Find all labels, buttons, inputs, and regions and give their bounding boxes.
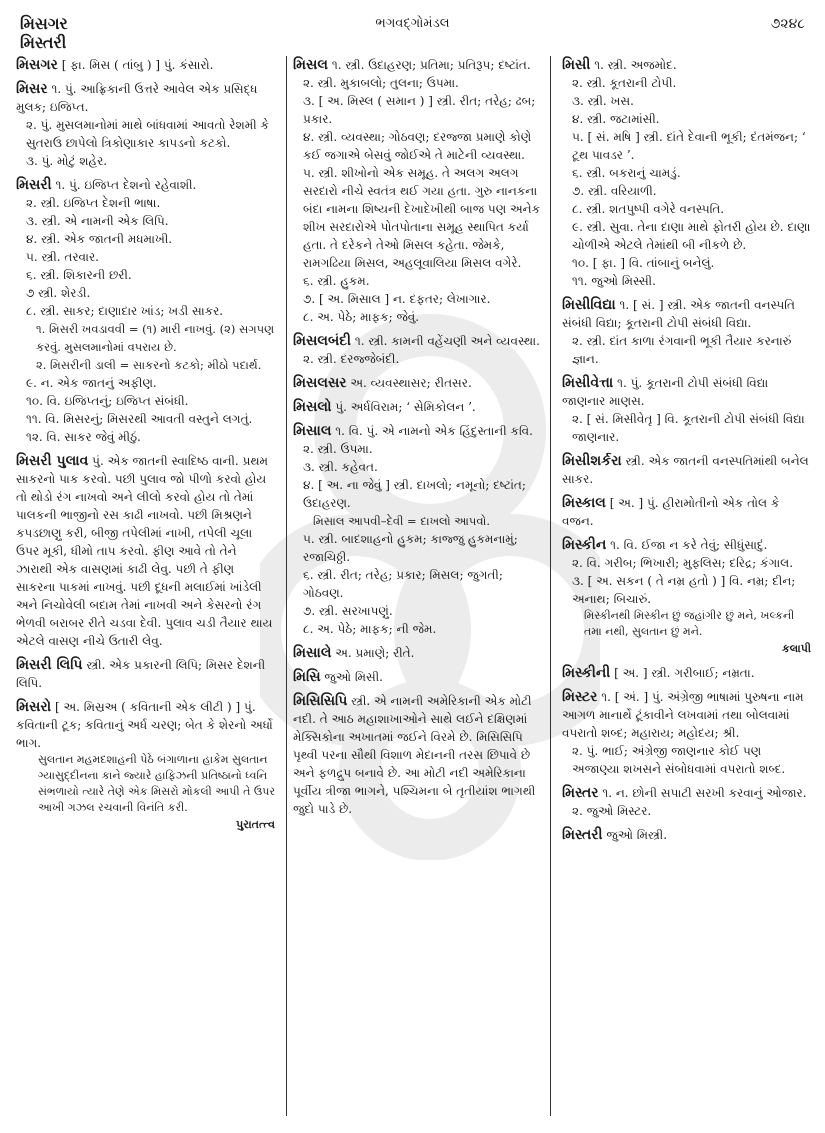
- entry-first-line: [16, 656, 275, 692]
- headword: મિસરી પુલાવ: [16, 453, 89, 469]
- dictionary-entry: [562, 296, 811, 368]
- definition: ૧. સ્ત્રી. ઉદાહરણ; પ્રતિમા; પ્રતિરૂપ; દષ્ટાંત.: [331, 58, 531, 72]
- definition: જુઓ મિસી.: [324, 670, 383, 684]
- definition: ૨. જુઓ મિસ્ટર.: [572, 804, 652, 818]
- definition: ૧. સ્ત્રી. અજમોદ.: [594, 58, 677, 72]
- headword: મિસલ: [293, 57, 328, 73]
- definition: [ અ. મિસ્રઅ ( કવિતાની એક લીટી ) ] પું. કવિતાની ટૂક; કવિતાનું અર્ધ ચરણ; બેત કે શેરનો અર્ધો ભાગ.: [16, 700, 273, 750]
- definition: ૨. પું. મુસલમાનોમાં માથે બાંધવામાં આવતો રેશમી કે સુતરાઉ છાપેલો ત્રિકોણાકાર કાપડનો કટકો.: [26, 118, 269, 150]
- definition: ૨. સ્ત્રી. ઇજિપ્ત દેશની ભાષા.: [26, 196, 161, 210]
- headword: મિસ્તર: [562, 785, 599, 801]
- entry-first-line: [562, 784, 811, 802]
- definition: ૧૦. વિ. ઇજિપ્તનું; ઇજિપ્ત સંબંધી.: [26, 394, 189, 408]
- definition: સ્ત્રી. એ નામની અમેરિકાની એક મોટી નદી. તે આઠ મહાશાખાઓને સાથે લઈને દક્ષિણમાં મેક્સિકોના અખાતમાં જઈને વિરમે છે. મિસિસિપિ પૃથ્વી પરના સૌથી વિશાળ મેદાનની તરસ છિપાવે છે અને ફળદ્રુપ બનાવે છે. આ મોટી નદી અમેરિકાના પૂર્વીય ત્રીજા ભાગને, પશ્ચિમના બે તૃતીયાંશ ભાગથી જુદો પાડે છે.: [293, 694, 536, 816]
- definition: ૧. સ્ત્રી. કામની વહેંચણી અને વ્યવસ્થા.: [354, 334, 540, 348]
- definition: અ. વ્યવસ્થાસર; રીતસર.: [350, 376, 472, 390]
- definition: ૯. ન. એક જાતનું અફીણ.: [26, 376, 157, 390]
- definition: ૫. સ્ત્રી. તરવાર.: [26, 250, 99, 264]
- definition: ૧. વિ. ઈજા ન કરે તેવું; સીધુંસાદું.: [610, 538, 768, 552]
- definition: ૬. સ્ત્રી. રીત; તરેહ; પ્રકાર; મિસલ; જુગતી; ગોઠવણ.: [303, 568, 503, 600]
- entry-first-line: [562, 56, 811, 74]
- definition: ૭. સ્ત્રી. વરિયાળી.: [572, 184, 657, 198]
- citation-quote: સુલતાન મહમદશાહની પેઠે બંગાળાના હાકેમ સુલતાન ગ્યાસુદ્દીનના કાને જ્યારે હાફિઝની પ્રતિષ્ઠાનો ધ્વનિ સંભળાયો ત્યારે તેણે એક મિસરો મોકલી આપી તે ઉપર આખી ગઝલ રચવાની વિનંતિ કરી.: [38, 753, 276, 814]
- definition: ૮. સ્ત્રી. સાકર; દાણાદાર ખાંડ; ખડી સાકર.: [26, 304, 224, 318]
- dictionary-entry: [293, 422, 544, 638]
- definition: ૩. સ્ત્રી. એ નામની એક લિપિ.: [26, 214, 169, 228]
- definition: ૫. સ્ત્રી. શીખોનો એક સમૂહ. તે અલગ અલગ સરદારો નીચે સ્વતંત્ર થઈ ગયા હતા. ગુરુ નાનકના બંદા નામના શિષ્યની દેખાદેખીથી બાજ પણ અનેક શીખ સરદારોએ પોતપોતાના સમૂહ સ્થાપિત કર્યા હતા. તે દરેકને તેઓ મિસલ કહેતા. જેમકે, રામગઢિયા મિસલ, અહલૂવાલિયા મિસલ વગેરે.: [303, 166, 541, 270]
- dictionary-entry: [293, 332, 544, 368]
- definition: સ્ત્રી. એક પ્રકારની લિપિ; મિસર દેશની લિપિ.: [16, 658, 266, 690]
- guide-word-first: મિસગર: [20, 14, 68, 33]
- definition: ૧. [ અં. ] પું. અંગ્રેજી ભાષામાં પુરુષના નામ આગળ માનાર્થે ટૂંકાવીને લખવામાં તથા બોલવામાં વપરાતો શબ્દ; મહારાય; મહોદય; શ્રી.: [562, 690, 804, 740]
- definition: પું. અર્ધવિરામ; ‘ સેમિકોલન ’.: [335, 400, 476, 414]
- definition: ૬. સ્ત્રી. હુકમ.: [303, 274, 370, 288]
- definition: ૪. સ્ત્રી. વ્યવસ્થા; ગોઠવણ; દરજ્જા પ્રમાણે કોણે કઈ જગાએ બેસવું જોઈએ તે માટેની વ્યવસ્થા.: [303, 130, 532, 162]
- entry-first-line: [562, 296, 811, 332]
- definition: ૧. પું. ઇજિપ્ત દેશનો રહેવાશી.: [55, 178, 197, 192]
- definition: ૩. સ્ત્રી. ખસ.: [572, 94, 634, 108]
- headword: મિસિ: [293, 669, 321, 685]
- definition: ૭. [ અ. મિસાલ ] ન. દફતર; લેખાગાર.: [303, 292, 491, 306]
- dictionary-entry: [562, 56, 811, 290]
- running-title: ભગવદ્ગોમંડલ: [375, 16, 450, 31]
- definition: [ ફા. મિસ ( તાંબુ ) ] પું. કંસારો.: [61, 58, 214, 72]
- page-number: ૭૨૪૮: [770, 16, 805, 32]
- guide-word-last: મિસ્તરી: [20, 33, 67, 52]
- headword: મિસી: [562, 57, 591, 73]
- entry-first-line: [293, 398, 544, 416]
- headword: મિસાલે: [293, 645, 332, 661]
- entry-first-line: [16, 80, 275, 116]
- dictionary-entry: [16, 80, 275, 170]
- dictionary-entry: [562, 826, 811, 844]
- definition: ૨. સ્ત્રી. દરજ્જેબંદી.: [303, 352, 400, 366]
- headword: મિસરી લિપિ: [16, 657, 83, 673]
- headword: મિસ્કીની: [562, 665, 611, 681]
- dictionary-entry: [16, 698, 275, 834]
- headword: મિસરો: [16, 699, 52, 715]
- definition: ૮. સ્ત્રી. શતપુષ્પી વગેરે વનસ્પતિ.: [572, 202, 725, 216]
- column-3: [556, 56, 811, 1116]
- definition: ૪. [ અ. ના જેવું ] સ્ત્રી. દાખલો; નમૂનો; દષ્ટાંત; ઉદાહરણ.: [303, 478, 526, 510]
- headword: મિસ્તરી: [562, 827, 603, 843]
- definition: ૭ સ્ત્રી. શેરડી.: [26, 286, 91, 300]
- definition: જુઓ મિસ્ત્રી.: [606, 828, 668, 842]
- headword: મિસ્ટર: [562, 689, 598, 705]
- entry-first-line: [562, 688, 811, 742]
- definition: અ. પ્રમાણે; રીતે.: [335, 646, 415, 660]
- entry-first-line: [293, 332, 544, 350]
- definition: ૪. સ્ત્રી. એક જાતની મધમાખી.: [26, 232, 173, 246]
- headword: મિસગર: [16, 57, 58, 73]
- headword: મિસલસર: [293, 375, 347, 391]
- definition: ૮. અ. પેઠે; માફક; જેવું.: [303, 310, 420, 324]
- entry-first-line: [562, 494, 811, 530]
- dictionary-entry: [293, 374, 544, 392]
- entry-first-line: [562, 536, 811, 554]
- definition: ૩. [ અ. સકન ( તે નમ્ર હતો ) ] વિ. નમ્ર; દીન; અનાથ; બિચારું.: [572, 574, 796, 606]
- entry-first-line: [16, 56, 275, 74]
- headword: મિસર: [16, 81, 48, 97]
- dictionary-entry: [293, 644, 544, 662]
- entry-first-line: [293, 692, 544, 818]
- definition: ૧૧. જુઓ મિસ્સી.: [572, 274, 656, 288]
- definition: ૫. સ્ત્રી. બાદશાહનો હુકમ; કાજ્જુ હુકમનામું; રજાચિઠ્ઠી.: [303, 532, 518, 564]
- entry-first-line: [293, 668, 544, 686]
- definition: પું. એક જાતની સ્વાદિષ્ઠ વાની. પ્રથમ સાકરનો પાક કરવો. પછી પુલાવ જો પીળો કરવો હોય તો થોડો રંગ નાખવો અને લીલો કરવો હોય તો તેમાં પાલકની ભાજીનો રસ કાઢી નાખવો. પછી મિશ્રણને કપડછાણુ કરી, બીજી તપેલીમાં નાખી, તપેલી ચૂલા ઉપર મૂકી, ધીમો તાપ કરવો. ફીણ આવે તો તેને ઝારાથી એક વાસણમાં કાઢી લેવુ. પછી તે ફીણ સાકરના પાકમાં નાખવું. પછી દૂધની મલાઈમાં ખાંડેલી અને નિચોવેલી બદામ તેમાં નાખવી અને કેસરનો રંગ ભેળવી બરાબર રીતે ચડવા દેવી. પુલાવ ચડી તૈયાર થાય એટલે વાસણ નીચે ઉતારી લેવુ.: [16, 454, 273, 648]
- definition: ૬. સ્ત્રી. બકરાનું ચામડું.: [572, 166, 681, 180]
- dictionary-entry: [293, 692, 544, 818]
- headword: મિસ્કીન: [562, 537, 607, 553]
- definition: ૩. [ અ. મિસ્લ ( સમાન ) ] સ્ત્રી. રીત; તરેહ; ઢબ; પ્રકાર.: [303, 94, 536, 126]
- idiom: ૨. મિસરીની ડાલી = સાકરનો કટકો; મીઠો પદાર્થ.: [36, 358, 262, 372]
- idiom: ૧. મિસરી ખવડાવવી = (૧) મારી નાખવું. (૨) સગપણ કરવું. મુસલમાનોમાં વપરાય છે.: [36, 322, 275, 354]
- dictionary-entry: [293, 668, 544, 686]
- entry-first-line: [16, 698, 275, 752]
- dictionary-entry: [16, 452, 275, 650]
- definition: ૭. સ્ત્રી. સરખાપણું.: [303, 604, 393, 618]
- definition: ૨. સ્ત્રી. દાંત કાળા રંગવાની ભૂકી તૈયાર કરનારું જ્ઞાન.: [572, 334, 792, 366]
- definition: [ અ. ] પું. હીરામોતીનો એક તોલ કે વજન.: [562, 496, 780, 528]
- headword: મિસલબંદી: [293, 333, 352, 349]
- dictionary-entry: [293, 398, 544, 416]
- dictionary-entry: [293, 56, 544, 326]
- entry-first-line: [562, 664, 811, 682]
- definition: ૧. ન. છોની સપાટી સરખી કરવાનું ઓજાર.: [602, 786, 807, 800]
- dictionary-entry: [16, 56, 275, 74]
- dictionary-entry: [562, 664, 811, 682]
- definition: ૫. [ સં. મષિ ] સ્ત્રી. દાંતે દેવાની ભૂકી; દંતમંજન; ‘ ટૂથ પાવડર ’.: [572, 130, 806, 162]
- definition: ૧. પું. કૂતરાની ટોપી સંબંધી વિદ્યા જાણનાર માણસ.: [562, 376, 769, 408]
- definition: ૨. સ્ત્રી. ઉપમા.: [303, 442, 373, 456]
- entry-first-line: [562, 826, 811, 844]
- dictionary-entry: [562, 494, 811, 530]
- entry-first-line: [293, 374, 544, 392]
- definition: ૧. પું. આફ્રિકાની ઉત્તરે આવેલ એક પ્રસિદ્ધ મુલક; ઇજિપ્ત.: [16, 82, 258, 114]
- definition: ૧૨. વિ. સાકર જેવું મીઠું.: [26, 430, 141, 444]
- definition: ૨. સ્ત્રી. મુકાબલો; તુલના; ઉપમા.: [303, 76, 459, 90]
- entry-first-line: [293, 422, 544, 440]
- entry-first-line: [16, 176, 275, 194]
- entry-first-line: [562, 452, 811, 488]
- headword: મિસિસિપિ: [293, 693, 348, 709]
- definition: ૧૦. [ ફા. ] વિ. તાંબાનું બનેલું.: [572, 256, 715, 270]
- definition: ૨. [ સં. મિસીવેતૃ ] વિ. કૂતરાની ટોપી સંબંધી વિદ્યા જાણનાર.: [572, 412, 805, 444]
- headword: મિસ્કાલ: [562, 495, 606, 511]
- dictionary-entry: [562, 374, 811, 446]
- definition: ૮. અ. પેઠે; માફક; ની જેમ.: [303, 622, 437, 636]
- entry-first-line: [562, 374, 811, 410]
- definition: ૧. વિ. પું. એ નામનો એક હિંદુસ્તાની કવિ.: [335, 424, 533, 438]
- definition: ૧. [ સં. ] સ્ત્રી. એક જાતની વનસ્પતિ સંબંધી વિદ્યા; કૂતરાની ટોપી સંબંધી વિદ્યા.: [562, 298, 795, 330]
- definition: [ અ. ] સ્ત્રી. ગરીબાઈ; નમ્રતા.: [614, 666, 755, 680]
- definition: ૩. સ્ત્રી. કહેવત.: [303, 460, 378, 474]
- headword: મિસીવિદ્યા: [562, 297, 616, 313]
- dictionary-entry: [562, 536, 811, 658]
- column-1: [16, 56, 281, 1116]
- headword: મિસીવેત્તા: [562, 375, 614, 391]
- entry-first-line: [293, 644, 544, 662]
- definition: ૬. સ્ત્રી. શિકારની છરી.: [26, 268, 132, 282]
- entry-first-line: [293, 56, 544, 74]
- dictionary-columns: [16, 56, 811, 1116]
- definition: ૯. સ્ત્રી. સુવા. તેના દાણા માથે ફોતરી હોય છે. દાણા ચોળીએ એટલે તેમાંથી બી નીકળે છે.: [572, 220, 811, 252]
- definition: ૩. પું. મોટું શહેર.: [26, 154, 108, 168]
- dictionary-entry: [16, 656, 275, 692]
- page-header: [0, 14, 825, 54]
- headword: મિસલો: [293, 399, 332, 415]
- definition: ૨. વિ. ગરીબ; ભિખારી; મુફલિસ; દરિદ્ર; કંગાલ.: [572, 556, 794, 570]
- dictionary-entry: [562, 688, 811, 778]
- definition: ૧૧. વિ. મિસરનું; મિસરથી આવતી વસ્તુને લગતું.: [26, 412, 253, 426]
- definition: ૨. પું. ભાઈ; અંગ્રેજી જાણનાર કોઈ પણ અજાણ્યા શખસને સંબોધવામાં વપરાતો શબ્દ.: [572, 744, 786, 776]
- dictionary-entry: [16, 176, 275, 446]
- citation-source: કલાપી: [781, 642, 811, 655]
- headword: મિસરી: [16, 177, 52, 193]
- definition: ૪. સ્ત્રી. જટામાંસી.: [572, 112, 660, 126]
- citation-source: પુરાતત્ત્વ: [236, 818, 275, 831]
- definition: સ્ત્રી. એક જાતની વનસ્પતિમાંથી બનેલ સાકર.: [562, 454, 809, 486]
- column-2: [286, 56, 551, 1116]
- idiom: મિસાલ આપવી–દેવી = દાખલો આપવો.: [313, 514, 491, 528]
- headword: મિસીશર્કરા: [562, 453, 622, 469]
- definition: ૨. સ્ત્રી. કૂતરાની ટોપી.: [572, 76, 677, 90]
- entry-first-line: [16, 452, 275, 650]
- dictionary-entry: [562, 452, 811, 488]
- citation-quote: મિસ્કીનથી મિસ્કીન છું જહાંગીર છું મને, ખલ્કની તમા નથી, સુલતાન છું મને.: [584, 609, 795, 638]
- headword: મિસાલ: [293, 423, 332, 439]
- dictionary-entry: [562, 784, 811, 820]
